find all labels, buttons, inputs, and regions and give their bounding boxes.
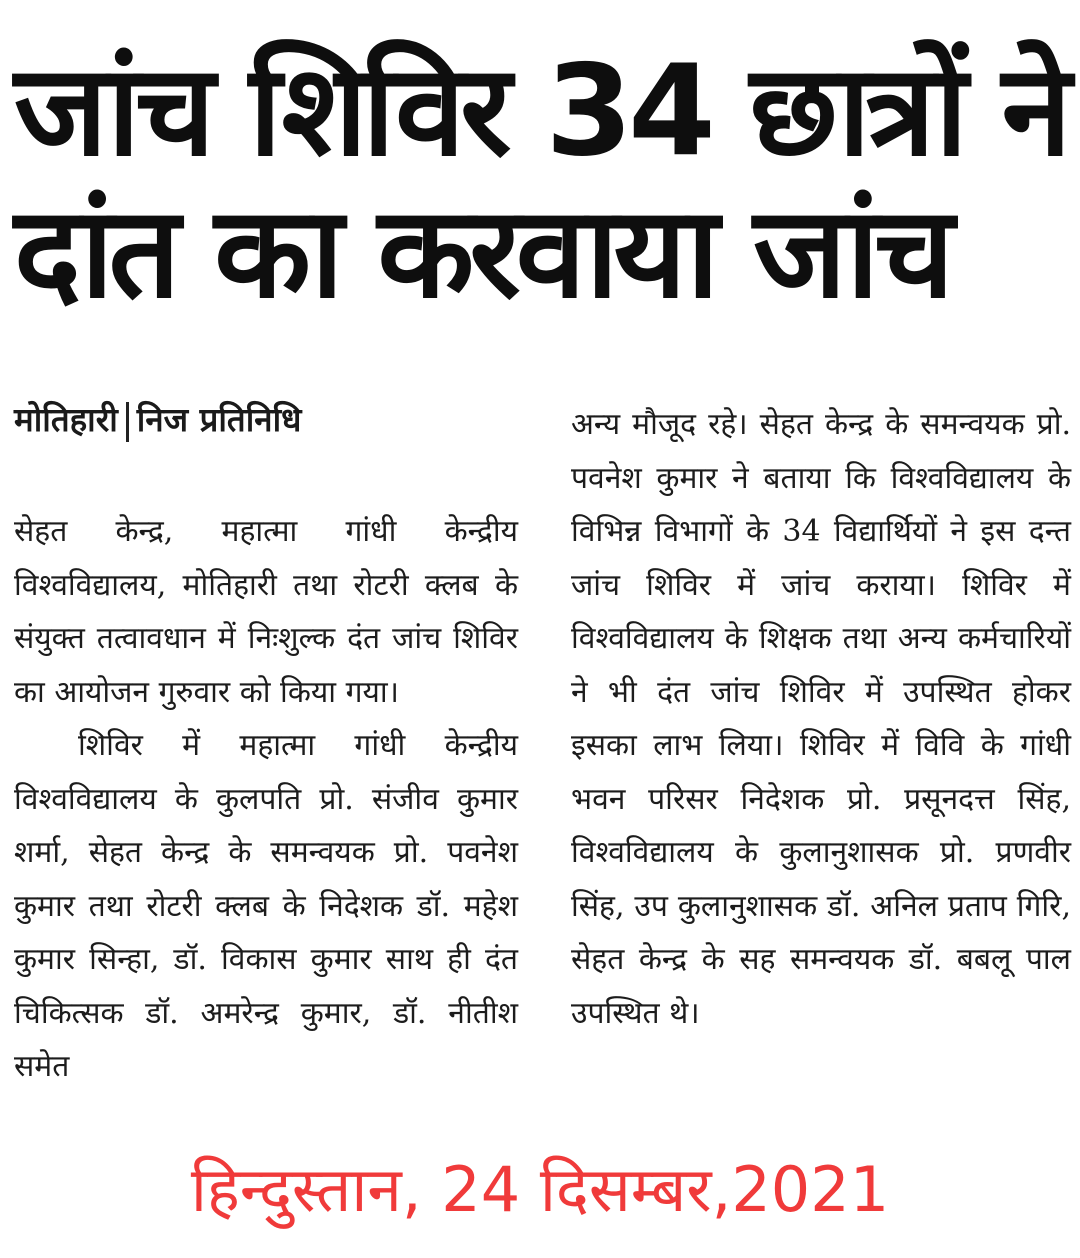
article-column-right bbox=[571, 398, 1071, 1040]
headline-line-1: जांच शिविर 34 छात्रों ने bbox=[14, 37, 1067, 184]
dateline-location: मोतिहारी bbox=[14, 400, 118, 439]
article-paragraph-2: शिविर में महात्मा गांधी केन्द्रीय विश्वविद्यालय के कुलपति प्रो. संजीव कुमार शर्मा, सेहत केन्द्र के समन्वयक प्रो. पवनेश कुमार तथा रोटरी क्लब के निदेशक डॉ. महेश कुमार सिन्हा, डॉ. विकास कुमार साथ ही दंत चिकित्सक डॉ. अमरेन्द्र कुमार, डॉ. नीतीश समेत bbox=[14, 728, 518, 1084]
dateline-reporter: निज प्रतिनिधि bbox=[136, 400, 302, 439]
headline-line-2: दांत का करवाया जांच bbox=[14, 179, 950, 326]
headline bbox=[14, 37, 1074, 326]
source-caption: हिन्दुस्तान, 24 दिसम्बर,2021 bbox=[190, 1153, 890, 1226]
dateline-divider bbox=[126, 402, 129, 442]
article-paragraph-3: अन्य मौजूद रहे। सेहत केन्द्र के समन्वयक प्रो. पवनेश कुमार ने बताया कि विश्वविद्यालय के विभिन्न विभागों के 34 विद्यार्थियों ने इस दन्त जांच शिविर में जांच कराया। शिविर में विश्वविद्यालय के शिक्षक तथा अन्य कर्मचारियों ने भी दंत जांच शिविर में उपस्थित होकर इसका लाभ लिया। शिविर में विवि के गांधी भवन परिसर निदेशक प्रो. प्रसूनदत्त सिंह, विश्वविद्यालय के कुलानुशासक प्रो. प्रणवीर सिंह, उप कुलानुशासक डॉ. अनिल प्रताप गिरि, सेहत केन्द्र के सह समन्वयक डॉ. बबलू पाल उपस्थित थे। bbox=[571, 407, 1071, 1031]
article-paragraph-1: सेहत केन्द्र, महात्मा गांधी केन्द्रीय विश्वविद्यालय, मोतिहारी तथा रोटरी क्लब के संयुक्त तत्वावधान में निःशुल्क दंत जांच शिविर का आयोजन गुरुवार को किया गया। bbox=[14, 514, 518, 710]
dateline bbox=[14, 398, 301, 442]
article-column-left bbox=[14, 505, 518, 1094]
